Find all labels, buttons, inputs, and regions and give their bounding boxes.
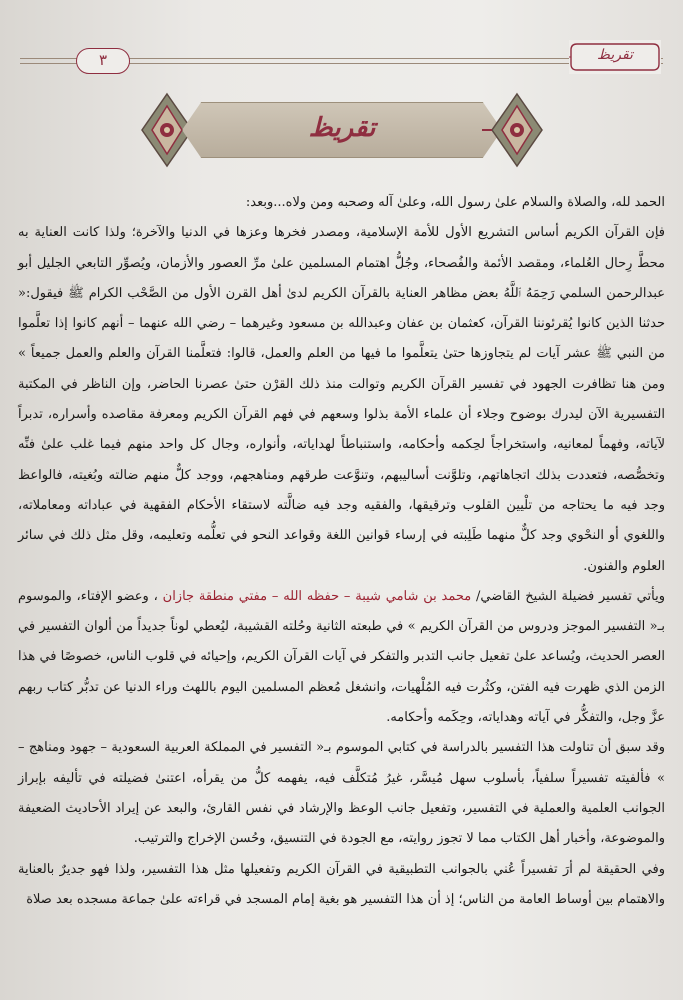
right-ornament-icon — [482, 90, 552, 170]
paragraph-opening: الحمد لله، والصلاة والسلام علىٰ رسول الله، وعلىٰ آله وصحبه ومن ولاه...وبعد: — [245, 195, 665, 210]
paragraph-tafsir-intro — [18, 582, 665, 733]
paragraph-tafsir-lead: ويأتي تفسير فضيلة الشيخ القاضي/ — [476, 588, 665, 604]
author-name: محمد بن شامي شيبة – حفظه الله – مفتي منطقة جازان — [162, 588, 472, 604]
title-banner — [132, 90, 552, 170]
running-header-label: تقريظ — [597, 47, 633, 63]
paragraph-study: وقد سبق أن تناولت هذا التفسير بالدراسة في كتابي الموسوم بـ« التفسير في المملكة العربية السعودية – جهود ومناهج – » فألفيته تفسيراً سلفياً، بأسلوب سهل مُيسَّر، غيرُ مُتكلَّف فيه، يفهمه كلُّ من يقرأه، اعتنىٰ فضيلته في تأليفه بإبراز الجوانب العلمية والعملية في التفسير، وتفعيل جانب الوعظ والإرشاد في نفس القارئ، والبعد عن إيراد الأحاديث الضعيفة والموضوعة، وأخبار أهل الكتاب مما لا تجوز روايته، مع الجودة في التنسيق، وحُسن الإخراج والترتيب. — [18, 740, 665, 847]
paragraph-quran-care: فإن القرآن الكريم أساس التشريع الأول للأمة الإسلامية، ومصدر فخرها وعزها في الدنيا والآخرة؛ ولذا كانت العناية به محطَّ رِحال العُلماء، ومقصد الأئمة والفُصحاء، وجُلُّ اهتمام المسلمين علىٰ مرِّ العصور والأزمان، ويُصوِّر التابعي الجليل أبو عبدالرحمن السلمي رَحِمَهُ ٱللَّهُ بعض مظاهر العناية بالقرآن الكريم لدىٰ أهل القرن الأول من الصَّحْب الكرام ﷺ فيقول:« حدثنا الذين كانوا يُقرئوننا القرآن، كعثمان بن عفان وعبدالله بن مسعود وغيرهما – رضي الله عنهما – أنهم كانوا إذا تعلَّموا من النبي ﷺ عشر آيات لم يتجاوزها حتىٰ يتعلَّموا ما فيها من العلم والعمل، قالوا: فتعلَّمنا القرآن والعلم والعمل جميعاً » ومن هنا تظافرت الجهود في تفسير القرآن الكريم وتوالت منذ ذلك القرْن حتىٰ عصرنا الحاضر، وإن الناظر في المكتبة التفسيرية الآن ليدرك بوضوح وجلاء أن علماء الأمة بذلوا وسعهم في فهم القرآن الكريم ومعرفة مقاصده وأسراره، تدبراً لآياته، وفهماً لمعانيه، واستخراجاً لحِكمه وأحكامه، واستنباطاً لهداياته، وأنواره، وجال كل واحد منهم فيما غلب علىٰ فنِّه وتخصُّصه، فتعددت بذلك اتجاهاتهم، وتلوَّنت أساليبهم، وتنوَّعت طرقهم ومناهجهم، ووجد كلٌّ منهم ضالته وبُغيته، فالواعظ وجد فيه ما يحتاجه من تلْيين القلوب وترقيقها، والفقيه وجد فيه ضالَّته لاستقاء الأحكام الفقهية في عباداته ومعاملاته، واللغوي أو النحْوي وجد كلٌّ منهما طَلِبته في إرساء قوانين اللغة وقواعد النحو في تعلُّمه وتعليمه، وقل مثل ذلك في سائر العلوم والفنون. — [18, 225, 665, 574]
paragraph-tafsir-rest: ، وعضو الإفتاء، والموسوم بـ« التفسير الموجز ودروس من القرآن الكريم » في طبعته الثانية وحُلته القشيبة، ليُعطي لوناً جديداً من ألوان التفسير في العصر الحديث، ويُساعد علىٰ تفعيل جانب التدبر والتفكر في آيات القرآن الكريم، وإحيائه في قلوب الناس، خصوصًا في هذا الزمن الذي ظهرت فيه الفتن، وكثُرت فيه المُلْهيات، وانشغل مُعظم المسلمين اليوم باللهث وراء الدنيا عن تدبُّر كتاب ربهم عزَّ وجل، والتفكُّر في آياته وهداياته، وحِكَمه وأحكامه. — [18, 588, 665, 726]
paragraph-conclusion: وفي الحقيقة لم أرَ تفسيراً عُني بالجوانب التطبيقية في القرآن الكريم وتفعيلها مثل هذا التفسير، ولذا فهو جديرٌ بالعناية والاهتمام بين أوساط العامة من الناس؛ إذ أن هذا التفسير هو بغية إمام المسجد في قراءته علىٰ جماعة مسجده بعد صلاة — [18, 861, 665, 907]
page-number: ٣ — [76, 48, 130, 74]
running-header — [569, 40, 661, 74]
page-title: تقريظ — [308, 113, 376, 143]
body-text — [18, 188, 665, 915]
